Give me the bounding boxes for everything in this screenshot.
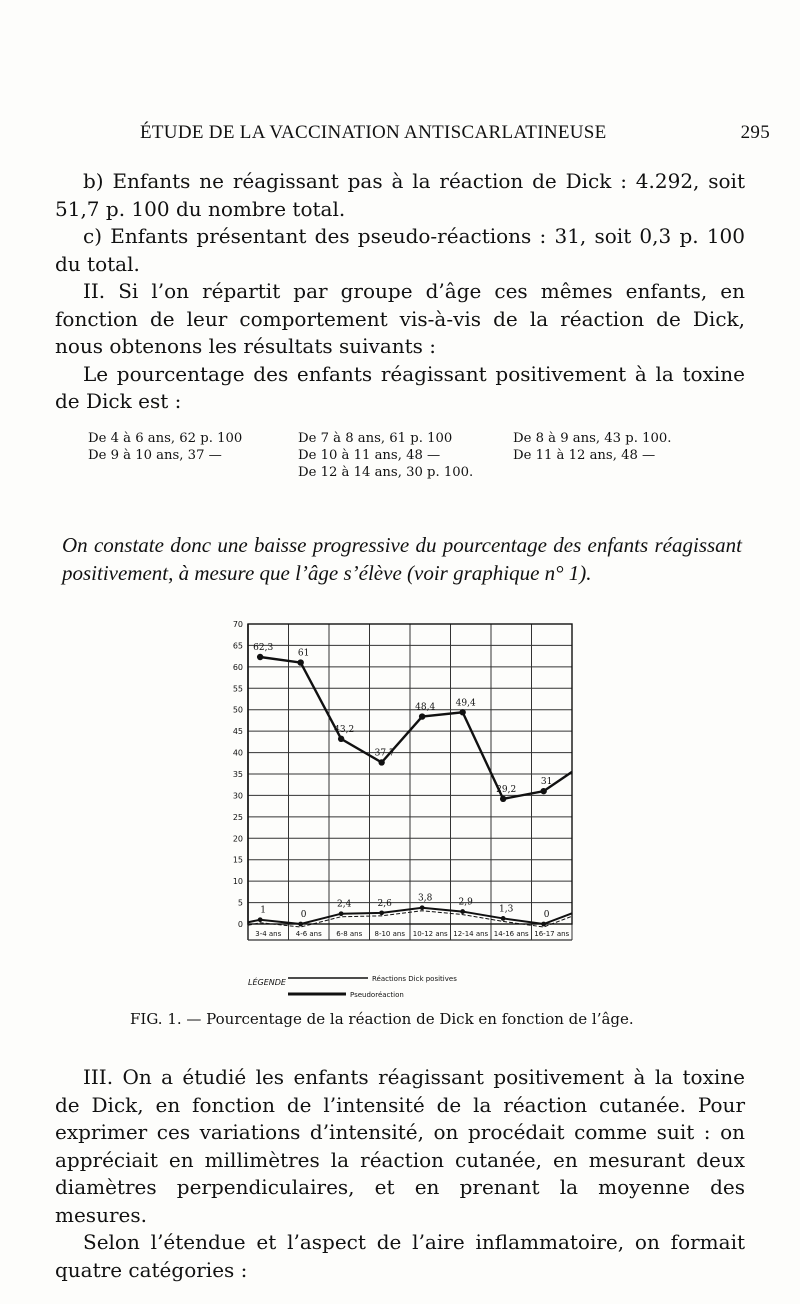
paragraph-ii: II. Si l’on répartit par groupe d’âge ces mêmes enfants, en fonction de leur comportement vis-à-vis de la réaction de Dick, nous obtenons les résultats suivants : [55, 279, 745, 358]
data-label: 43,2 [334, 724, 355, 735]
x-category-label: 16-17 ans [534, 930, 570, 938]
data-label: 37,7 [374, 748, 395, 759]
stat-entry: De 12 à 14 ans, 30 p. 100. [298, 465, 474, 480]
x-category-label: 12-14 ans [453, 930, 489, 938]
y-tick-label: 30 [232, 791, 243, 801]
y-tick-label: 70 [232, 620, 243, 629]
data-point [378, 759, 384, 765]
data-point [501, 916, 506, 921]
series-line [260, 657, 572, 799]
data-point [379, 910, 384, 915]
data-point [460, 909, 465, 914]
data-point [540, 788, 546, 794]
stat-entry: De 7 à 8 ans, 61 p. 100 [298, 431, 453, 446]
paragraph-categories: Selon l’étendue et l’aspect de l’aire inflammatoire, on formait quatre catégories : [55, 1230, 745, 1282]
x-category-label: 6-8 ans [336, 930, 363, 938]
data-point [541, 922, 546, 927]
x-category-label: 14-16 ans [493, 930, 529, 938]
y-tick-label: 35 [232, 770, 243, 779]
section-iii-text [55, 1064, 745, 1284]
y-tick-label: 40 [232, 748, 243, 758]
stats-row [88, 430, 748, 447]
stats-row [88, 464, 748, 481]
stat-entry: De 11 à 12 ans, 48 — [513, 448, 656, 463]
paragraph-percentage-intro: Le pourcentage des enfants réagissant positivement à la toxine de Dick est : [55, 361, 745, 413]
x-category-label: 8-10 ans [374, 930, 405, 938]
data-point [258, 917, 263, 922]
y-tick-label: 0 [237, 920, 243, 929]
data-point [339, 911, 344, 916]
data-point [500, 796, 506, 802]
data-label: 0 [300, 910, 307, 920]
legend-label-positive: Réactions Dick positives [372, 975, 457, 983]
data-label: 1 [260, 905, 267, 916]
data-label: 31 [540, 777, 553, 788]
y-tick-label: 55 [232, 684, 243, 694]
paragraph-iii: III. On a étudié les enfants réagissant positivement à la toxine de Dick, en fonction de l’intensité de la réaction cutanée. Pour exprimer ces variations d’intensité, on procédait comme suit : on appréciait en millimètres la réaction cutanée, en mesurant deux diamètres perpendiculaires, et en prenant la moyenne des mesures. [55, 1065, 745, 1227]
paragraph-b: b) Enfants ne réagissant pas à la réaction de Dick : 4.292, soit 51,7 p. 100 du nombre total. [55, 169, 745, 221]
y-tick-label: 5 [237, 898, 243, 908]
x-category-label: 4-6 ans [295, 930, 322, 938]
data-label: 1,3 [498, 904, 514, 915]
running-title: ÉTUDE DE LA VACCINATION ANTISCARLATINEUSE [140, 122, 607, 143]
top-body-text [55, 168, 745, 416]
data-label: 2,4 [336, 899, 352, 910]
figure-caption: FIG. 1. — Pourcentage de la réaction de Dick en fonction de l’âge. [130, 1010, 634, 1028]
data-label: 0 [543, 910, 550, 920]
y-tick-label: 10 [232, 877, 243, 887]
data-label: 62,3 [253, 643, 274, 653]
stat-entry: De 8 à 9 ans, 43 p. 100. [513, 431, 672, 446]
stat-entry: De 4 à 6 ans, 62 p. 100 [88, 431, 243, 446]
stats-row [88, 447, 748, 464]
data-point [459, 709, 465, 715]
x-category-label: 3-4 ans [255, 930, 282, 938]
data-label: 49,4 [455, 698, 476, 709]
data-point [419, 713, 425, 719]
data-point [338, 736, 344, 742]
data-point [257, 654, 263, 660]
stat-entry: De 9 à 10 ans, 37 — [88, 448, 222, 463]
data-point [298, 922, 303, 927]
page-number: 295 [740, 122, 770, 143]
y-tick-label: 20 [232, 834, 243, 844]
data-label: 3,8 [417, 893, 433, 904]
x-category-label: 10-12 ans [412, 930, 448, 938]
stat-entry: De 10 à 11 ans, 48 — [298, 448, 441, 463]
data-label: 61 [297, 648, 310, 659]
y-tick-label: 65 [232, 641, 243, 651]
conclusion-paragraph: On constate donc une baisse progressive du pourcentage des enfants réagissant positivement, à mesure que l’âge s’élève (voir graphique n° 1). [62, 533, 742, 585]
figure-1 [220, 610, 590, 1005]
legend-title: LÉGENDE [248, 978, 286, 987]
y-tick-label: 50 [232, 705, 243, 715]
data-point [297, 659, 303, 665]
y-tick-label: 15 [232, 855, 243, 865]
data-point [420, 905, 425, 910]
data-label: 29,2 [496, 784, 517, 795]
y-tick-label: 25 [232, 812, 243, 822]
y-tick-label: 60 [232, 662, 243, 672]
age-statistics [88, 430, 748, 481]
data-label: 2,9 [458, 897, 473, 908]
data-label: 48,4 [415, 702, 436, 713]
dick-reaction-chart [220, 610, 590, 1005]
legend-label-pseudo: Pseudoréaction [350, 991, 404, 999]
y-tick-label: 45 [232, 727, 243, 737]
data-label: 2,6 [377, 898, 392, 909]
paragraph-c: c) Enfants présentant des pseudo-réactions : 31, soit 0,3 p. 100 du total. [55, 224, 745, 276]
